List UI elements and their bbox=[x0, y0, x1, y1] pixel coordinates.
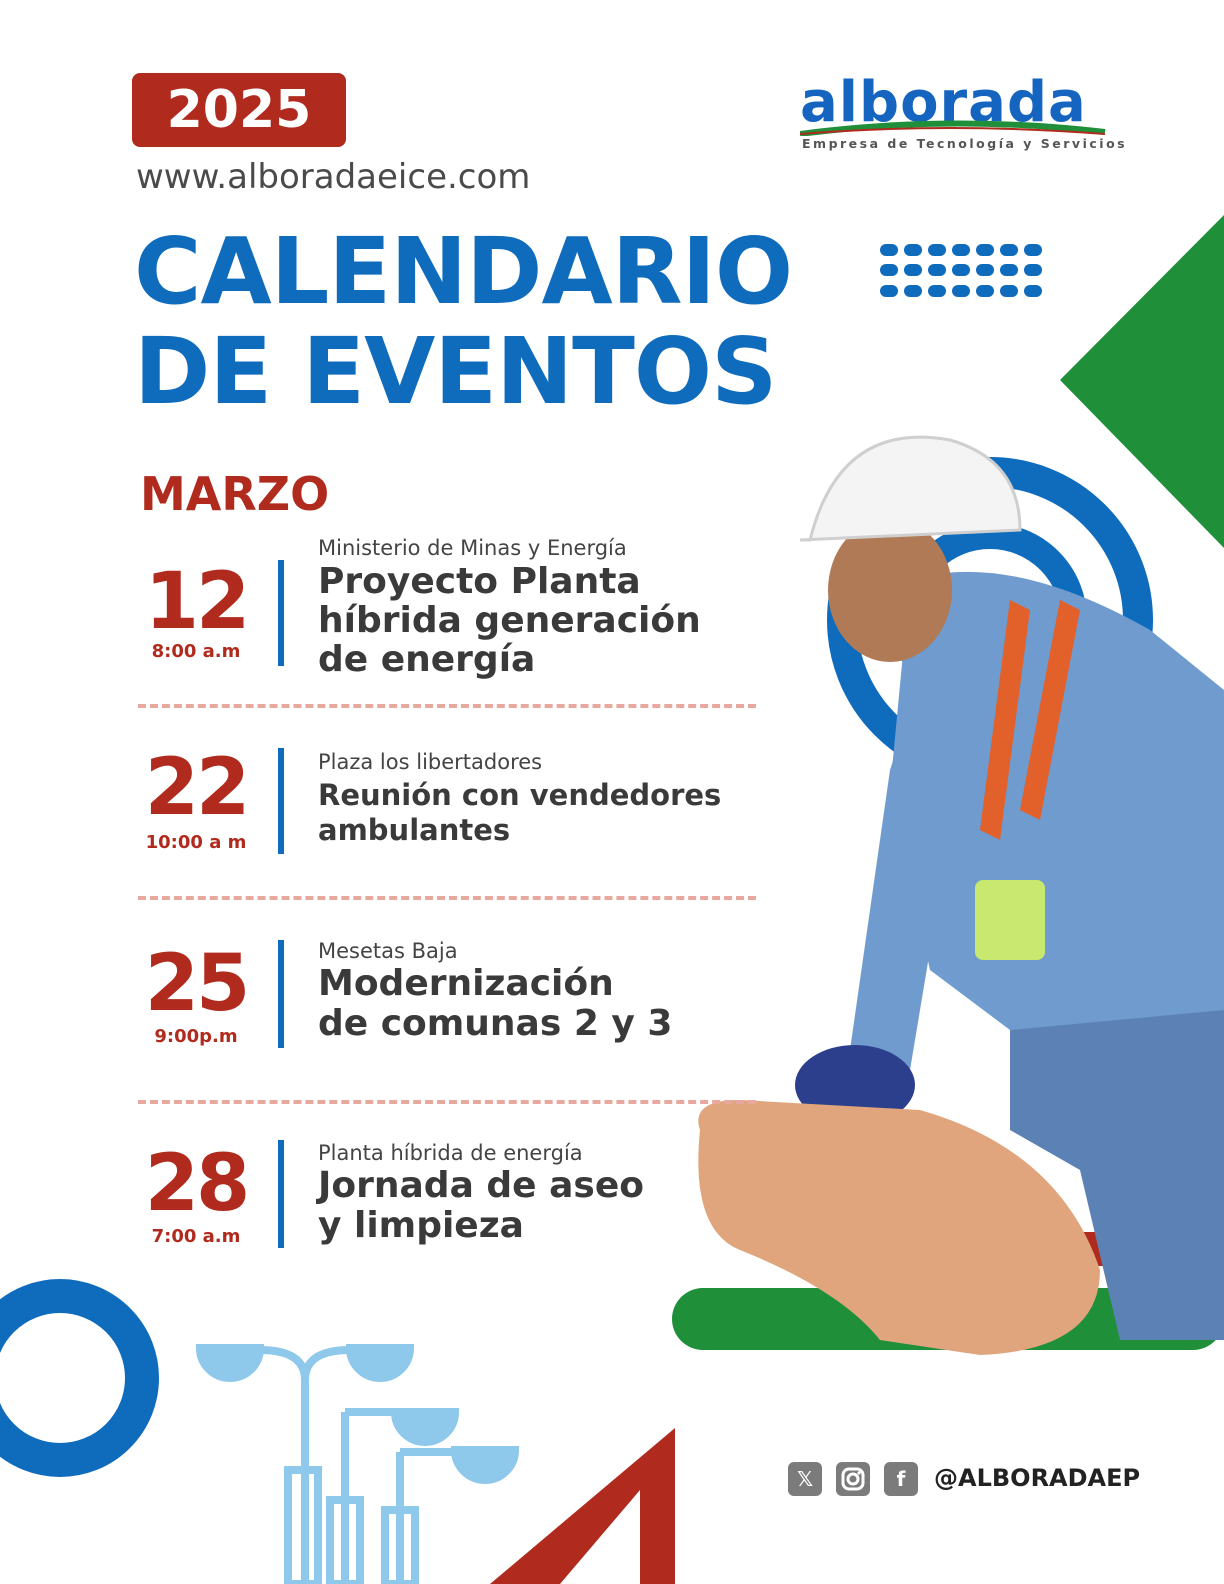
event-day: 25 bbox=[144, 939, 248, 1029]
event-title: Modernización de comunas 2 y 3 bbox=[318, 963, 673, 1044]
title-line-2: DE EVENTOS bbox=[134, 318, 777, 425]
event-divider-bar bbox=[278, 748, 284, 854]
event-day: 22 bbox=[144, 743, 248, 833]
event-divider-bar bbox=[278, 940, 284, 1048]
event-divider-bar bbox=[278, 1140, 284, 1248]
event-item bbox=[140, 940, 780, 1060]
logo-swoosh-icon bbox=[800, 120, 1110, 136]
event-place: Plaza los libertadores bbox=[318, 750, 543, 774]
event-item bbox=[140, 743, 780, 868]
event-item bbox=[140, 1140, 780, 1260]
event-place: Ministerio de Minas y Energía bbox=[318, 536, 627, 560]
title-line-1: CALENDARIO bbox=[134, 218, 793, 325]
event-day: 12 bbox=[144, 557, 248, 647]
event-title: Proyecto Planta híbrida generación de energía bbox=[318, 561, 701, 680]
event-title: Jornada de aseo y limpieza bbox=[318, 1165, 644, 1246]
event-separator bbox=[138, 704, 756, 708]
streetlight-illustration bbox=[200, 1348, 515, 1584]
event-time: 9:00p.m bbox=[154, 1026, 238, 1047]
worker-head bbox=[828, 518, 952, 662]
blue-ring-bottom-left bbox=[0, 1296, 142, 1460]
page-title bbox=[134, 218, 793, 425]
website-url[interactable]: www.alboradaeice.com bbox=[136, 157, 531, 197]
alborada-logo bbox=[800, 70, 1128, 160]
event-divider-bar bbox=[278, 560, 284, 666]
event-separator bbox=[138, 896, 756, 900]
facebook-icon[interactable]: f bbox=[884, 1462, 918, 1496]
id-badge bbox=[975, 880, 1045, 960]
social-handle[interactable]: @ALBORADAEP bbox=[934, 1464, 1141, 1492]
year-badge: 2025 bbox=[132, 73, 346, 147]
logo-tagline: Empresa de Tecnología y Servicios bbox=[802, 136, 1128, 151]
event-place: Planta híbrida de energía bbox=[318, 1141, 583, 1165]
hard-hat-icon bbox=[800, 437, 1020, 540]
event-title: Reunión con vendedores ambulantes bbox=[318, 778, 722, 847]
instagram-icon[interactable] bbox=[836, 1462, 870, 1496]
event-time: 8:00 a.m bbox=[151, 641, 241, 662]
x-icon[interactable]: 𝕏 bbox=[788, 1462, 822, 1496]
event-item bbox=[140, 536, 780, 690]
event-place: Mesetas Baja bbox=[318, 939, 458, 963]
event-time: 7:00 a.m bbox=[151, 1226, 241, 1247]
event-day: 28 bbox=[144, 1139, 248, 1229]
logo-wordmark: alborada bbox=[800, 70, 1087, 135]
dot-grid-decoration bbox=[880, 244, 1042, 297]
event-time: 10:00 a m bbox=[145, 832, 247, 853]
month-label: MARZO bbox=[140, 467, 330, 521]
event-separator bbox=[138, 1100, 756, 1104]
